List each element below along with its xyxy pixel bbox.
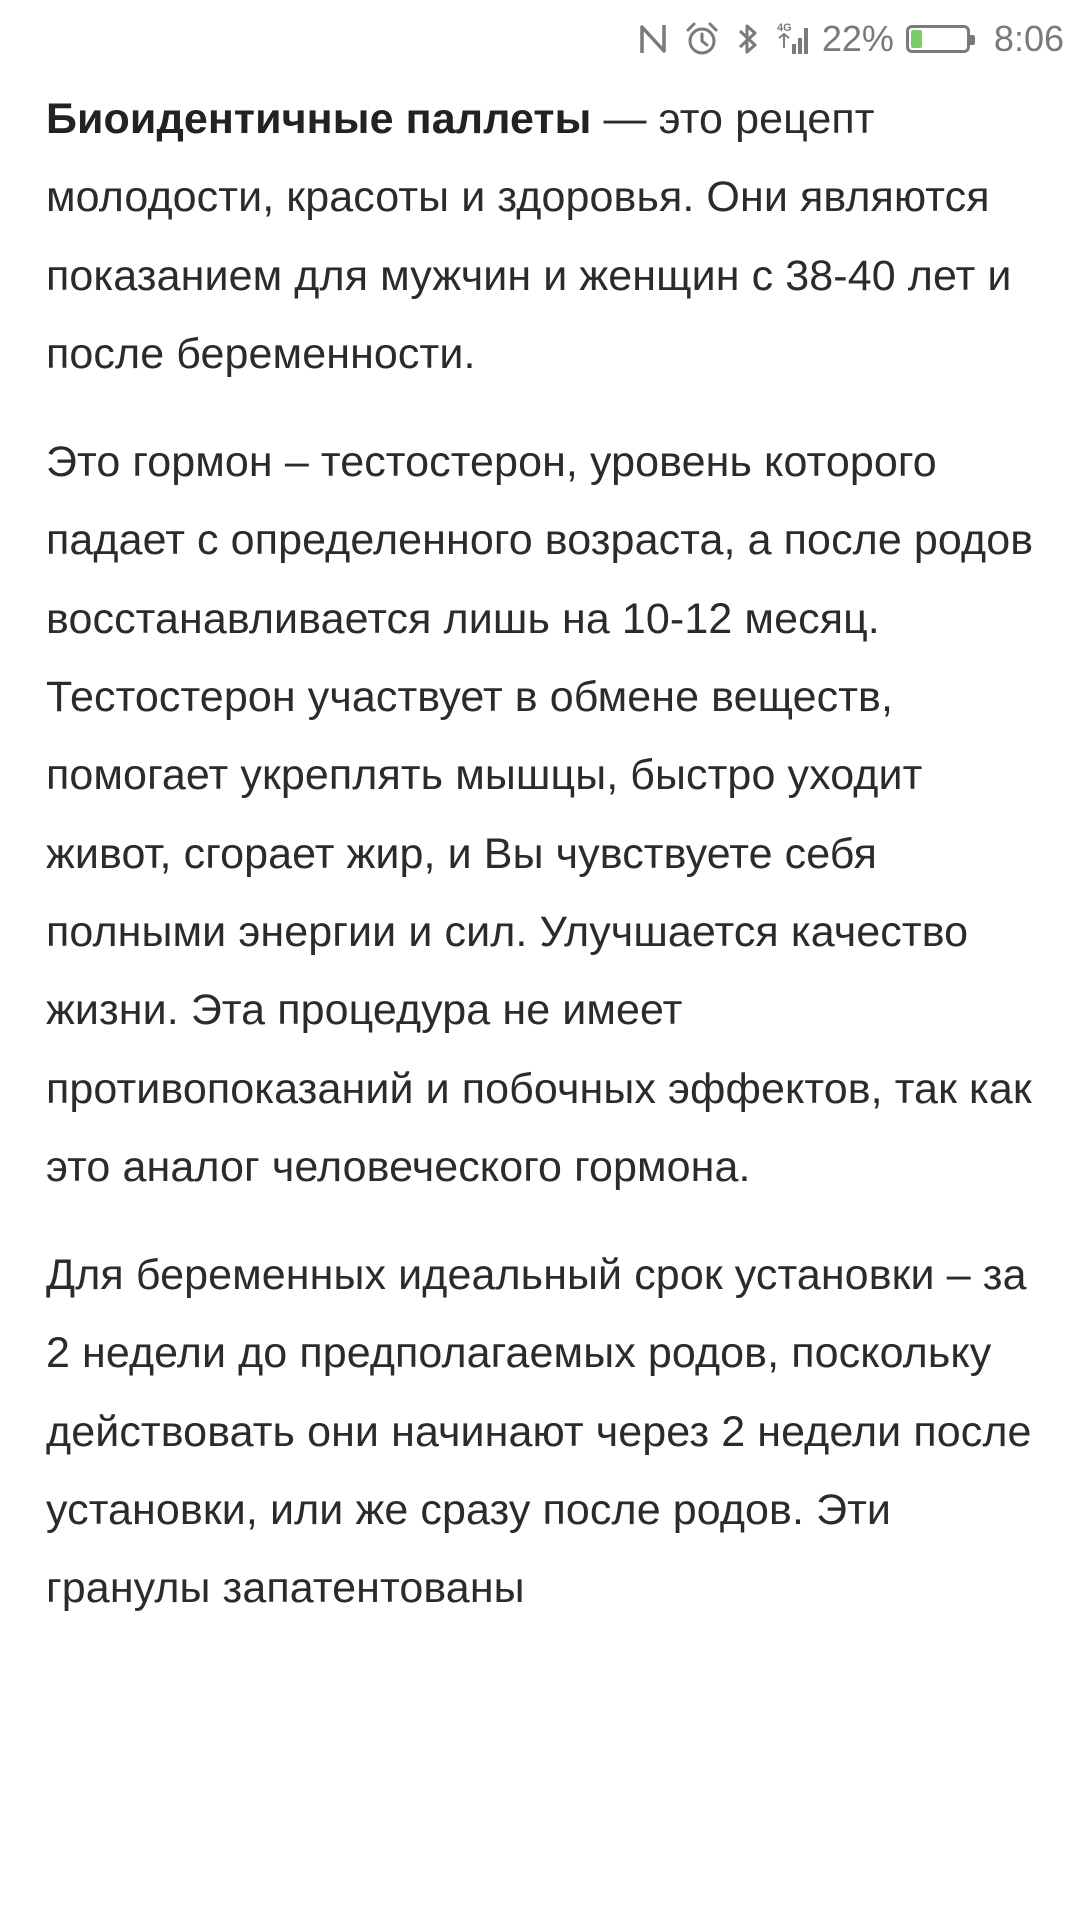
alarm-icon	[684, 21, 720, 57]
nfc-icon	[638, 21, 668, 57]
paragraph-1-bold: Биоидентичные паллеты	[46, 95, 592, 143]
network-label: 4G	[776, 22, 792, 34]
clock: 8:06	[993, 18, 1064, 59]
battery-fill	[911, 30, 922, 48]
bluetooth-icon	[736, 21, 760, 57]
article-body	[46, 80, 1046, 1658]
paragraph-1-text: — это рецепт молодости, красоты и здоровья. Они являются показанием для мужчин и женщин с 38-40 лет и после беременности.	[46, 95, 1012, 378]
paragraph-3: Для беременных идеальный срок установки – за 2 недели до предполагаемых родов, поскольку действовать они начинают через 2 недели после установки, или же сразу после родов. Эти гранулы запатентованы	[46, 1251, 1032, 1613]
paragraph-1	[46, 80, 1046, 393]
signal-4g-icon	[776, 20, 812, 58]
battery-percent: 22%	[821, 18, 894, 59]
status-bar	[0, 0, 1080, 78]
paragraph-2: Это гормон – тестостерон, уровень которого падает с определенного возраста, а после родов восстанавливается лишь на 10-12 месяц. Тестостерон участвует в обмене веществ, помогает укреплять мышцы, быстро уходит живот, сгорает жир, и Вы чувствуете себя полными энергии и сил. Улучшается качество жизни. Эта процедура не имеет противопоказаний и побочных эффектов, так как это аналог человеческого гормона.	[46, 438, 1034, 1191]
battery-icon	[906, 25, 970, 53]
